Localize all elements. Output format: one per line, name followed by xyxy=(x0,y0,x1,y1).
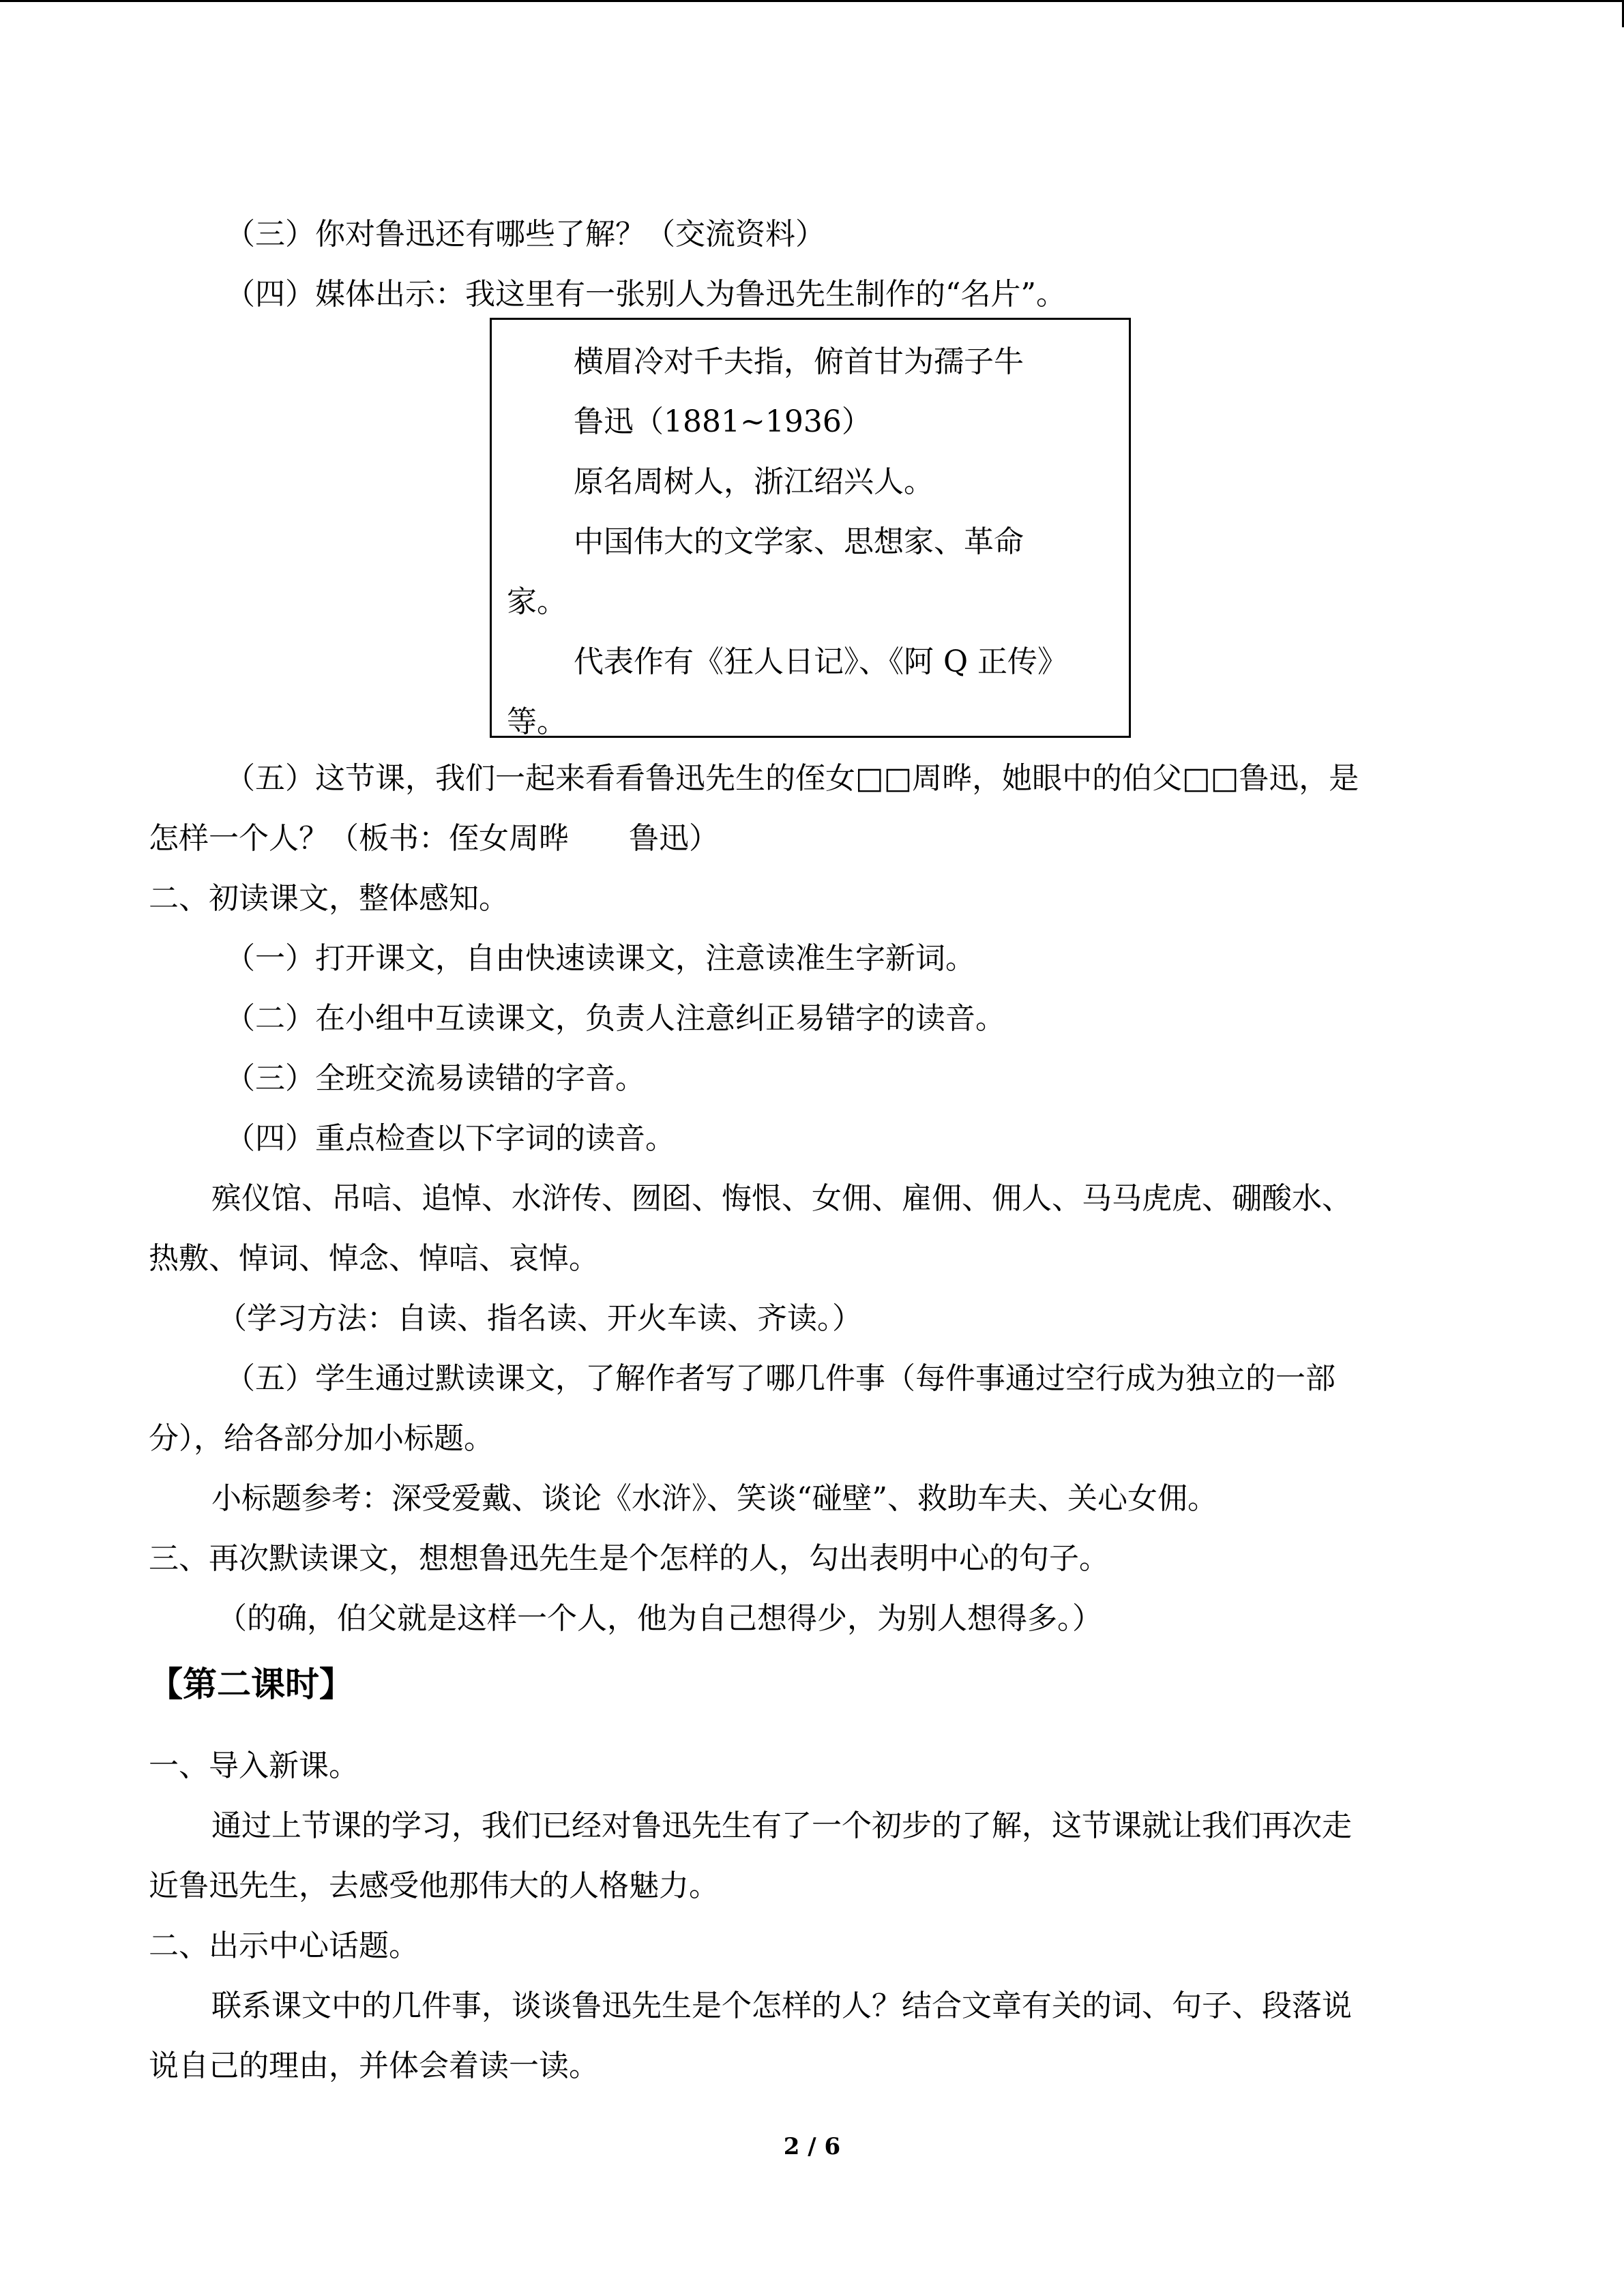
card-line: 中国伟大的文学家、思想家、革命 xyxy=(574,524,1024,559)
paragraph: 近鲁迅先生，去感受他那伟大的人格魅力。 xyxy=(149,1868,719,1903)
text-segment: 鲁迅，是 xyxy=(1239,761,1359,796)
word-list: 殡仪馆、吊唁、追悼、水浒传、囫囵、悔恨、女佣、雇佣、佣人、马马虎虎、硼酸水、 xyxy=(211,1181,1352,1216)
paragraph: 通过上节课的学习，我们已经对鲁迅先生有了一个初步的了解，这节课就让我们再次走 xyxy=(211,1808,1352,1843)
card-line: 家。 xyxy=(507,584,567,619)
paragraph: 联系课文中的几件事，谈谈鲁迅先生是个怎样的人？结合文章有关的词、句子、段落说 xyxy=(211,1988,1352,2023)
paragraph: （三）你对鲁迅还有哪些了解？（交流资料） xyxy=(225,217,825,252)
text-segment: 周晔，她眼中的伯父 xyxy=(912,761,1183,796)
paragraph: （的确，伯父就是这样一个人，他为自己想得少，为别人想得多。） xyxy=(217,1601,1102,1636)
paragraph: 小标题参考：深受爱戴、谈论《水浒》、笑谈“碰壁”、救助车夫、关心女佣。 xyxy=(211,1481,1217,1516)
paragraph: 分），给各部分加小标题。 xyxy=(149,1421,494,1456)
section-heading: 二、初读课文，整体感知。 xyxy=(149,881,509,916)
paragraph: （一）打开课文，自由快速读课文，注意读准生字新词。 xyxy=(225,941,975,976)
paragraph: （三）全班交流易读错的字音。 xyxy=(225,1061,645,1096)
text-segment: （五）这节课，我们一起来看看鲁迅先生的侄女 xyxy=(225,761,855,796)
paragraph: （学习方法：自读、指名读、开火车读、齐读。） xyxy=(217,1301,862,1336)
card-line: 横眉冷对千夫指，俯首甘为孺子牛 xyxy=(574,344,1024,379)
placeholder-boxes: □□ xyxy=(855,761,913,796)
paragraph: （五）学生通过默读课文，了解作者写了哪几件事（每件事通过空行成为独立的一部 xyxy=(225,1361,1335,1396)
paragraph: （四）媒体出示：我这里有一张别人为鲁迅先生制作的“名片”。 xyxy=(225,277,1066,312)
paragraph xyxy=(225,749,1359,809)
paragraph: （四）重点检查以下字词的读音。 xyxy=(225,1121,675,1156)
card-line: 原名周树人，浙江绍兴人。 xyxy=(574,464,934,499)
section-heading: 二、出示中心话题。 xyxy=(149,1928,419,1963)
card-line: 代表作有《狂人日记》、《阿 Q 正传》 xyxy=(574,644,1068,679)
page-number: 2 / 6 xyxy=(783,2133,841,2160)
card-line: 等。 xyxy=(507,704,567,739)
top-border xyxy=(0,0,1624,2)
word-list: 热敷、悼词、悼念、悼唁、哀悼。 xyxy=(149,1241,599,1276)
placeholder-boxes: □□ xyxy=(1182,761,1239,796)
section-heading: 一、导入新课。 xyxy=(149,1748,359,1783)
card-line: 鲁迅（1881~1936） xyxy=(574,404,872,439)
paragraph: 怎样一个人？（板书：侄女周晔 鲁迅） xyxy=(149,821,719,856)
name-card-box xyxy=(490,318,1131,738)
paragraph: 说自己的理由，并体会着读一读。 xyxy=(149,2048,599,2083)
paragraph: （二）在小组中互读课文，负责人注意纠正易错字的读音。 xyxy=(225,1001,1005,1036)
section-heading: 三、再次默读课文，想想鲁迅先生是个怎样的人，勾出表明中心的句子。 xyxy=(149,1541,1109,1576)
lesson-heading: 【第二课时】 xyxy=(149,1664,353,1704)
